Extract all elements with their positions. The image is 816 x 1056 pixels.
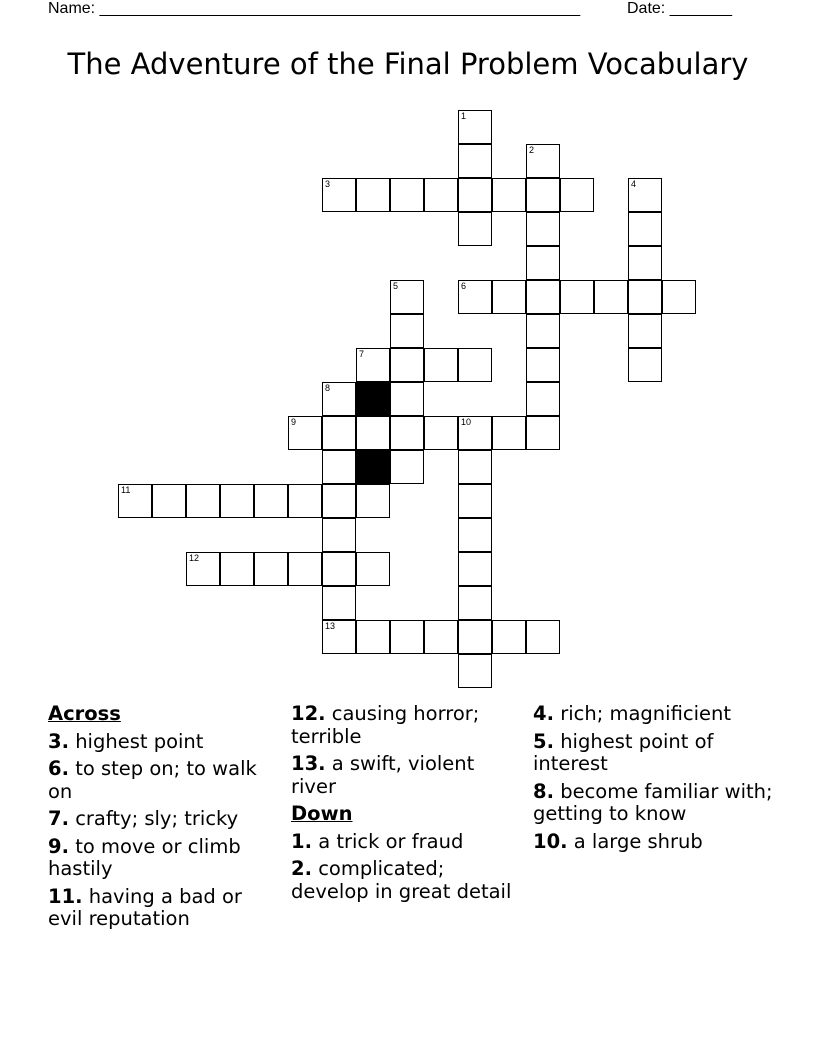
clue-down-8	[533, 781, 773, 826]
crossword-cell[interactable]	[526, 314, 560, 348]
crossword-cell[interactable]	[322, 416, 356, 450]
clue-number: 11.	[48, 884, 83, 908]
clue-number: 2.	[291, 857, 312, 880]
crossword-cell[interactable]	[322, 450, 356, 484]
crossword-cell[interactable]	[356, 620, 390, 654]
clue-text: to step on; to walk on	[48, 757, 257, 803]
page-title: The Adventure of the Final Problem Vocabulary	[67, 47, 749, 81]
crossword-cell[interactable]	[322, 586, 356, 620]
clues-column-2	[291, 703, 523, 908]
crossword-cell[interactable]	[458, 348, 492, 382]
clue-number: 4.	[533, 702, 554, 725]
crossword-cell[interactable]	[560, 178, 594, 212]
clue-number: 7.	[48, 807, 69, 830]
clue-number-label: 3	[325, 179, 331, 189]
clue-down-2	[291, 858, 523, 903]
crossword-cell[interactable]	[560, 280, 594, 314]
clue-number-label: 11	[121, 485, 131, 495]
crossword-cell[interactable]	[390, 348, 424, 382]
crossword-cell[interactable]	[220, 552, 254, 586]
crossword-cell[interactable]	[628, 178, 662, 212]
crossword-cell[interactable]	[322, 382, 356, 416]
crossword-cell[interactable]	[220, 484, 254, 518]
crossword-cell[interactable]	[458, 518, 492, 552]
crossword-cell[interactable]	[458, 178, 492, 212]
clue-number: 8.	[533, 779, 554, 803]
crossword-cell[interactable]	[356, 178, 390, 212]
crossword-cell[interactable]	[288, 552, 322, 586]
down-heading: Down	[291, 802, 353, 825]
crossword-cell[interactable]	[322, 484, 356, 518]
crossword-cell[interactable]	[458, 552, 492, 586]
crossword-cell[interactable]	[424, 416, 458, 450]
crossword-cell[interactable]	[628, 246, 662, 280]
clue-text: rich; magnificient	[560, 702, 731, 725]
date-field: Date: _______	[627, 0, 732, 17]
clue-number: 5.	[533, 729, 554, 753]
shaded-cell	[356, 382, 390, 416]
clue-across-3	[48, 731, 278, 754]
crossword-cell[interactable]	[186, 484, 220, 518]
crossword-cell[interactable]	[458, 620, 492, 654]
clue-number: 12.	[291, 702, 326, 725]
crossword-cell[interactable]	[628, 280, 662, 314]
clue-text: highest point	[75, 729, 204, 753]
crossword-cell[interactable]	[628, 212, 662, 246]
clue-down-5	[533, 731, 773, 776]
crossword-cell[interactable]	[458, 586, 492, 620]
clue-text: causing horror; terrible	[291, 702, 480, 748]
crossword-cell[interactable]	[254, 484, 288, 518]
clue-across-6	[48, 758, 278, 803]
crossword-cell[interactable]	[526, 212, 560, 246]
clue-number-label: 1	[461, 111, 467, 121]
crossword-cell[interactable]	[322, 620, 356, 654]
clue-number-label: 4	[631, 179, 637, 189]
clue-number-label: 13	[325, 621, 336, 631]
clue-number-label: 10	[461, 417, 472, 427]
clue-text: complicated; develop in great detail	[291, 857, 512, 903]
crossword-cell[interactable]	[390, 382, 424, 416]
crossword-cell[interactable]	[390, 416, 424, 450]
crossword-cell[interactable]	[458, 484, 492, 518]
crossword-cell[interactable]	[526, 280, 560, 314]
crossword-cell[interactable]	[322, 552, 356, 586]
clue-number-label: 8	[325, 383, 331, 393]
clue-text: highest point of interest	[533, 729, 714, 775]
crossword-cell[interactable]	[390, 178, 424, 212]
crossword-cell[interactable]	[356, 348, 390, 382]
crossword-cell[interactable]	[254, 552, 288, 586]
crossword-cell[interactable]	[492, 416, 526, 450]
crossword-cell[interactable]	[458, 144, 492, 178]
crossword-cell[interactable]	[662, 280, 696, 314]
crossword-cell[interactable]	[526, 178, 560, 212]
crossword-cell[interactable]	[322, 178, 356, 212]
crossword-cell[interactable]	[458, 654, 492, 688]
clue-number: 10.	[533, 829, 568, 853]
clue-across-12	[291, 703, 523, 748]
crossword-cell[interactable]	[458, 110, 492, 144]
clue-across-13	[291, 753, 523, 798]
clue-across-7	[48, 808, 278, 831]
crossword-cell[interactable]	[390, 620, 424, 654]
crossword-cell[interactable]	[526, 382, 560, 416]
clue-number: 13.	[291, 752, 326, 775]
clue-across-9	[48, 836, 278, 881]
crossword-cell[interactable]	[390, 450, 424, 484]
clue-down-1	[291, 831, 523, 854]
crossword-cell[interactable]	[288, 484, 322, 518]
crossword-cell[interactable]	[526, 348, 560, 382]
crossword-cell[interactable]	[322, 518, 356, 552]
crossword-cell[interactable]	[628, 314, 662, 348]
clue-number-label: 2	[529, 145, 535, 155]
crossword-cell[interactable]	[152, 484, 186, 518]
clue-text: a swift, violent river	[291, 752, 475, 798]
crossword-cell[interactable]	[492, 178, 526, 212]
crossword-cell[interactable]	[492, 620, 526, 654]
crossword-cell[interactable]	[458, 450, 492, 484]
clues-column-1	[48, 703, 278, 936]
clue-text: a trick or fraud	[318, 829, 464, 853]
clue-text: having a bad or evil reputation	[48, 884, 242, 930]
crossword-cell[interactable]	[458, 416, 492, 450]
clue-number: 1.	[291, 829, 312, 853]
clue-across-11	[48, 886, 278, 931]
across-heading: Across	[48, 702, 121, 725]
crossword-cell[interactable]	[356, 416, 390, 450]
crossword-cell[interactable]	[390, 314, 424, 348]
crossword-cell[interactable]	[424, 178, 458, 212]
clue-number-label: 6	[461, 281, 467, 291]
crossword-cell[interactable]	[526, 416, 560, 450]
clue-down-4	[533, 703, 773, 726]
crossword-cell[interactable]	[526, 620, 560, 654]
crossword-cell[interactable]	[186, 552, 220, 586]
clue-text: become familiar with; getting to know	[533, 779, 773, 825]
clue-number-label: 7	[359, 349, 365, 359]
crossword-cell[interactable]	[118, 484, 152, 518]
crossword-cell[interactable]	[424, 620, 458, 654]
clue-text: to move or climb hastily	[48, 834, 241, 880]
crossword-cell[interactable]	[458, 280, 492, 314]
shaded-cell	[356, 450, 390, 484]
crossword-cell[interactable]	[424, 348, 458, 382]
clue-number-label: 9	[291, 417, 297, 427]
crossword-cell[interactable]	[526, 246, 560, 280]
clue-text: a large shrub	[573, 829, 703, 853]
crossword-cell[interactable]	[594, 280, 628, 314]
crossword-cell[interactable]	[356, 484, 390, 518]
name-field: Name: ______________________________________________________	[48, 0, 581, 17]
clues-column-3	[533, 703, 773, 858]
clue-number-label: 5	[393, 281, 399, 291]
crossword-cell[interactable]	[526, 144, 560, 178]
clue-number: 6.	[48, 757, 69, 780]
crossword-cell[interactable]	[628, 348, 662, 382]
clue-number-label: 12	[189, 553, 200, 563]
crossword-cell[interactable]	[356, 552, 390, 586]
clue-number: 9.	[48, 834, 69, 858]
crossword-cell[interactable]	[492, 280, 526, 314]
clue-down-10	[533, 831, 773, 854]
crossword-cell[interactable]	[390, 280, 424, 314]
clue-number: 3.	[48, 729, 69, 753]
clue-text: crafty; sly; tricky	[75, 807, 239, 830]
crossword-cell[interactable]	[288, 416, 322, 450]
crossword-cell[interactable]	[458, 212, 492, 246]
